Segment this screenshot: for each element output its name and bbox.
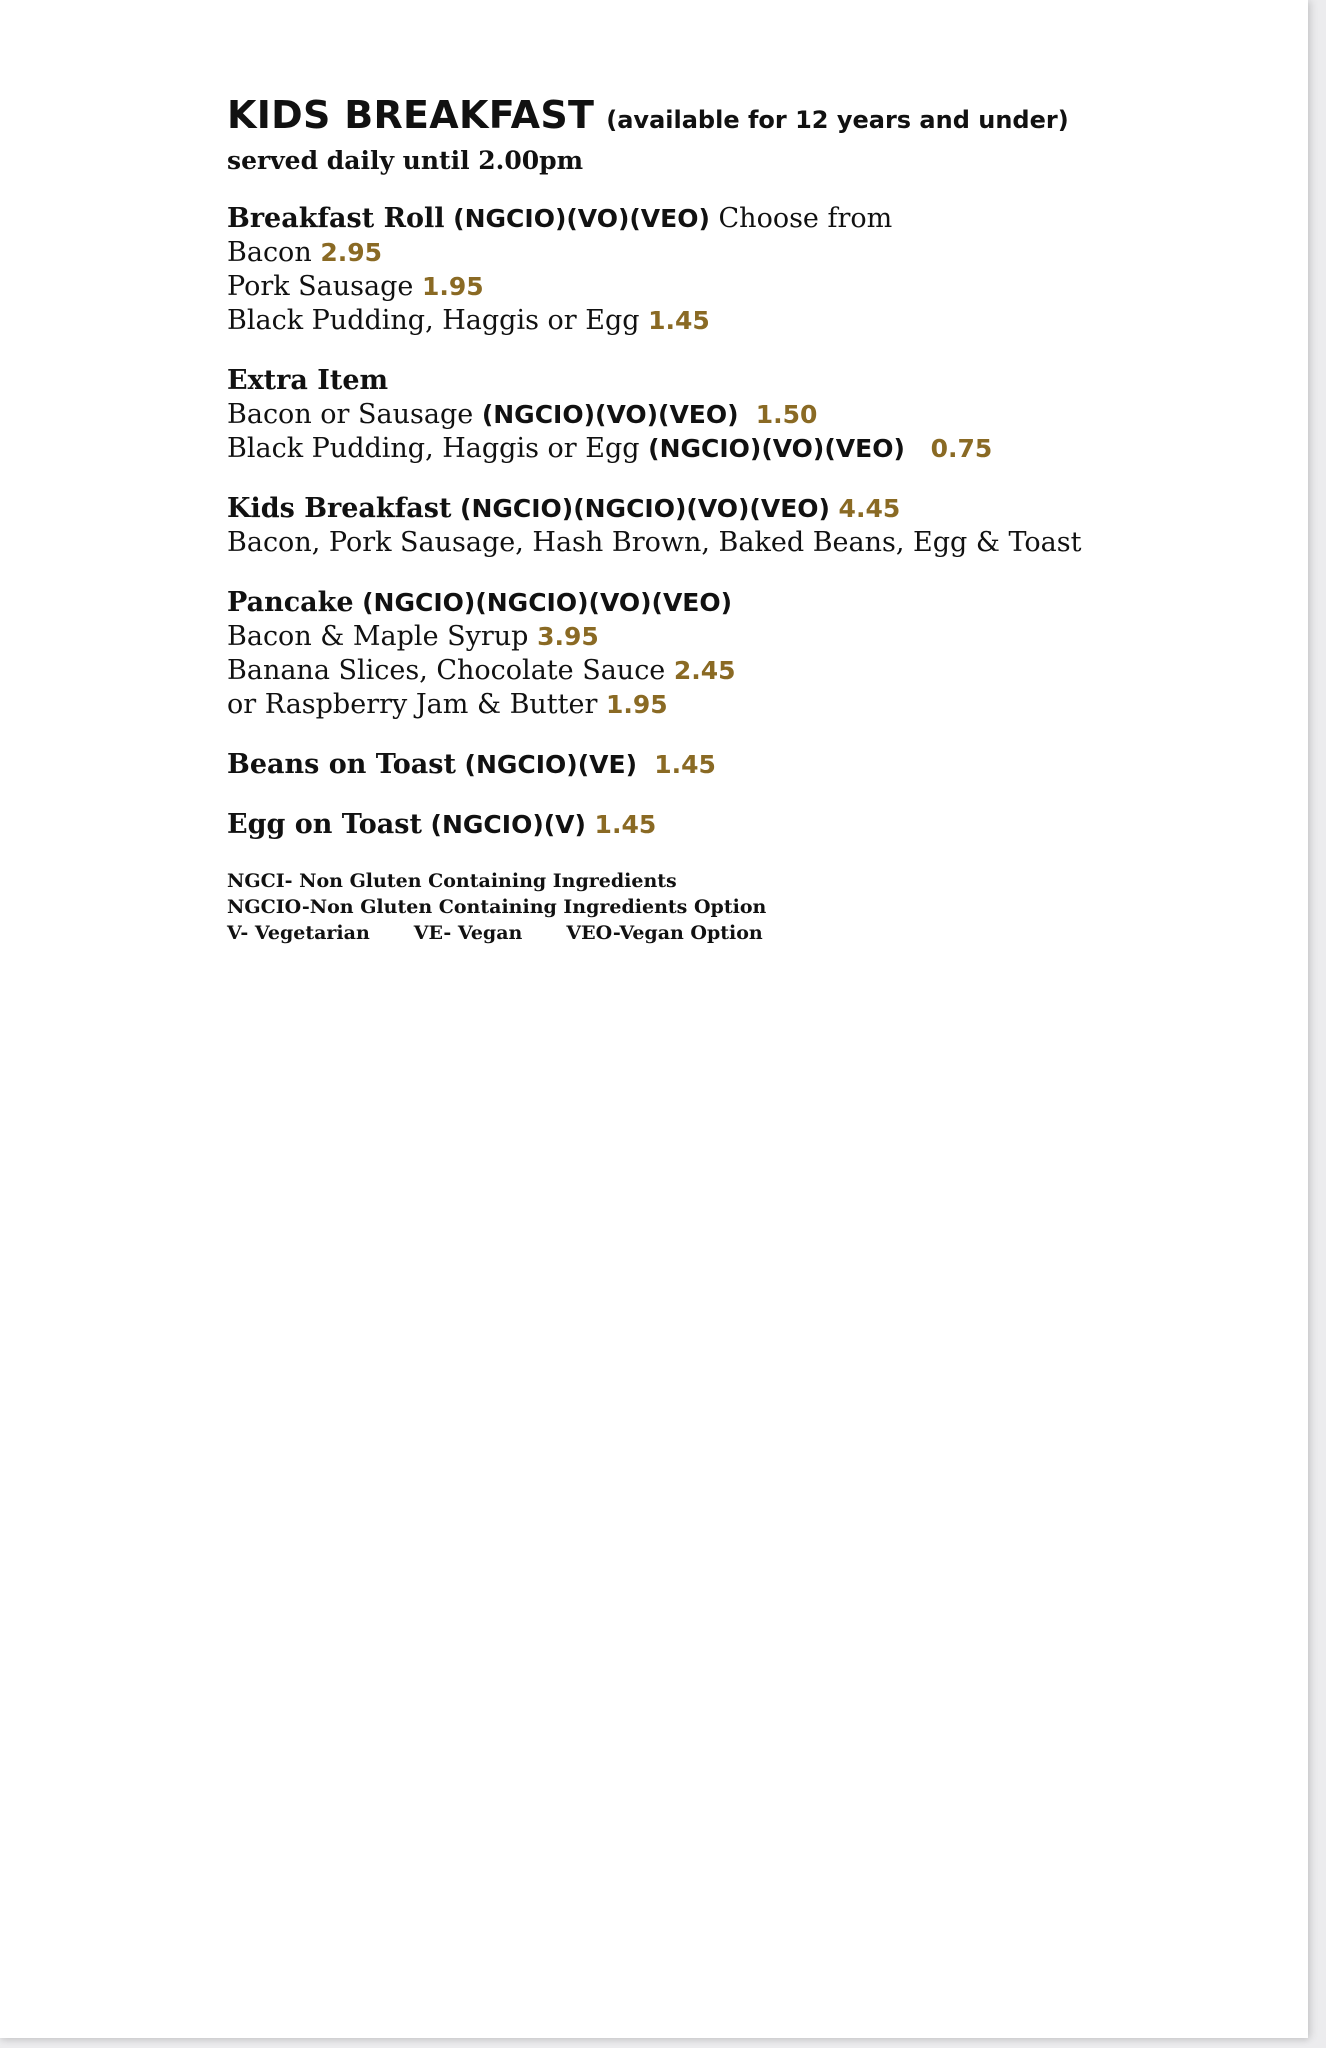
option-row bbox=[227, 270, 1227, 304]
item-price: 4.45 bbox=[838, 494, 901, 523]
item-name: Kids Breakfast bbox=[227, 493, 452, 524]
option-label: Banana Slices, Chocolate Sauce bbox=[227, 655, 666, 686]
section-kids-breakfast bbox=[227, 492, 1227, 560]
option-row bbox=[227, 236, 1227, 270]
age-note: (available for 12 years and under) bbox=[606, 106, 1069, 134]
option-label: Bacon or Sausage bbox=[227, 399, 474, 430]
option-label: Black Pudding, Haggis or Egg bbox=[227, 305, 640, 336]
option-price: 2.45 bbox=[673, 656, 736, 685]
item-heading bbox=[227, 586, 1227, 620]
item-heading bbox=[227, 492, 1227, 526]
dietary-tags: (NGCIO)(VO)(VEO) bbox=[453, 204, 710, 233]
section-extra-item bbox=[227, 364, 1227, 466]
item-description: Bacon, Pork Sausage, Hash Brown, Baked Beans, Egg & Toast bbox=[227, 527, 1082, 558]
dietary-tags: (NGCIO)(V) bbox=[430, 810, 586, 839]
legend-diet-row bbox=[227, 920, 1227, 946]
dietary-tags: (NGCIO)(VO)(VEO) bbox=[481, 400, 739, 429]
item-name: Beans on Toast bbox=[227, 749, 456, 780]
dietary-tags: (NGCIO)(VO)(VEO) bbox=[648, 434, 905, 463]
dietary-tags: (NGCIO)(NGCIO)(VO)(VEO) bbox=[460, 494, 830, 523]
option-label: Bacon bbox=[227, 237, 312, 268]
item-name: Egg on Toast bbox=[227, 809, 422, 840]
option-label: or Raspberry Jam & Butter bbox=[227, 689, 598, 720]
legend-v: V- Vegetarian bbox=[227, 922, 370, 944]
option-price: 1.50 bbox=[755, 400, 818, 429]
option-row bbox=[227, 432, 1227, 466]
dietary-legend bbox=[227, 868, 1227, 946]
option-price: 2.95 bbox=[320, 238, 382, 267]
option-row bbox=[227, 654, 1227, 688]
option-price: 1.95 bbox=[421, 272, 484, 301]
served-time: served daily until 2.00pm bbox=[227, 146, 584, 175]
section-breakfast-roll bbox=[227, 202, 1227, 338]
item-intro: Choose from bbox=[718, 203, 893, 234]
legend-ngcio: NGCIO-Non Gluten Containing Ingredients Option bbox=[227, 896, 767, 918]
item-heading bbox=[227, 808, 1227, 842]
option-price: 0.75 bbox=[930, 434, 993, 463]
section-beans-on-toast bbox=[227, 748, 1227, 782]
legend-veo: VEO-Vegan Option bbox=[566, 922, 763, 944]
legend-ngci: NGCI- Non Gluten Containing Ingredients bbox=[227, 870, 677, 892]
option-row bbox=[227, 688, 1227, 722]
item-heading bbox=[227, 202, 1227, 236]
section-pancake bbox=[227, 586, 1227, 722]
item-price: 1.45 bbox=[654, 750, 716, 779]
item-price: 1.45 bbox=[594, 810, 657, 839]
option-price: 1.95 bbox=[605, 690, 668, 719]
option-price: 1.45 bbox=[648, 306, 710, 335]
item-heading bbox=[227, 748, 1227, 782]
option-label: Black Pudding, Haggis or Egg bbox=[227, 433, 640, 464]
option-row bbox=[227, 304, 1227, 338]
option-label: Pork Sausage bbox=[227, 271, 414, 302]
option-row bbox=[227, 398, 1227, 432]
legend-ve: VE- Vegan bbox=[413, 922, 523, 944]
dietary-tags: (NGCIO)(VE) bbox=[464, 750, 638, 779]
menu-title: KIDS BREAKFAST bbox=[227, 93, 595, 137]
option-label: Bacon & Maple Syrup bbox=[227, 621, 529, 652]
item-name: Breakfast Roll bbox=[227, 203, 445, 234]
menu-content bbox=[227, 93, 1227, 946]
option-row bbox=[227, 620, 1227, 654]
item-name: Pancake bbox=[227, 587, 354, 618]
dietary-tags: (NGCIO)(NGCIO)(VO)(VEO) bbox=[362, 588, 733, 617]
option-price: 3.95 bbox=[537, 622, 599, 651]
menu-header bbox=[227, 93, 1227, 137]
item-name: Extra Item bbox=[227, 365, 389, 396]
section-egg-on-toast bbox=[227, 808, 1227, 842]
